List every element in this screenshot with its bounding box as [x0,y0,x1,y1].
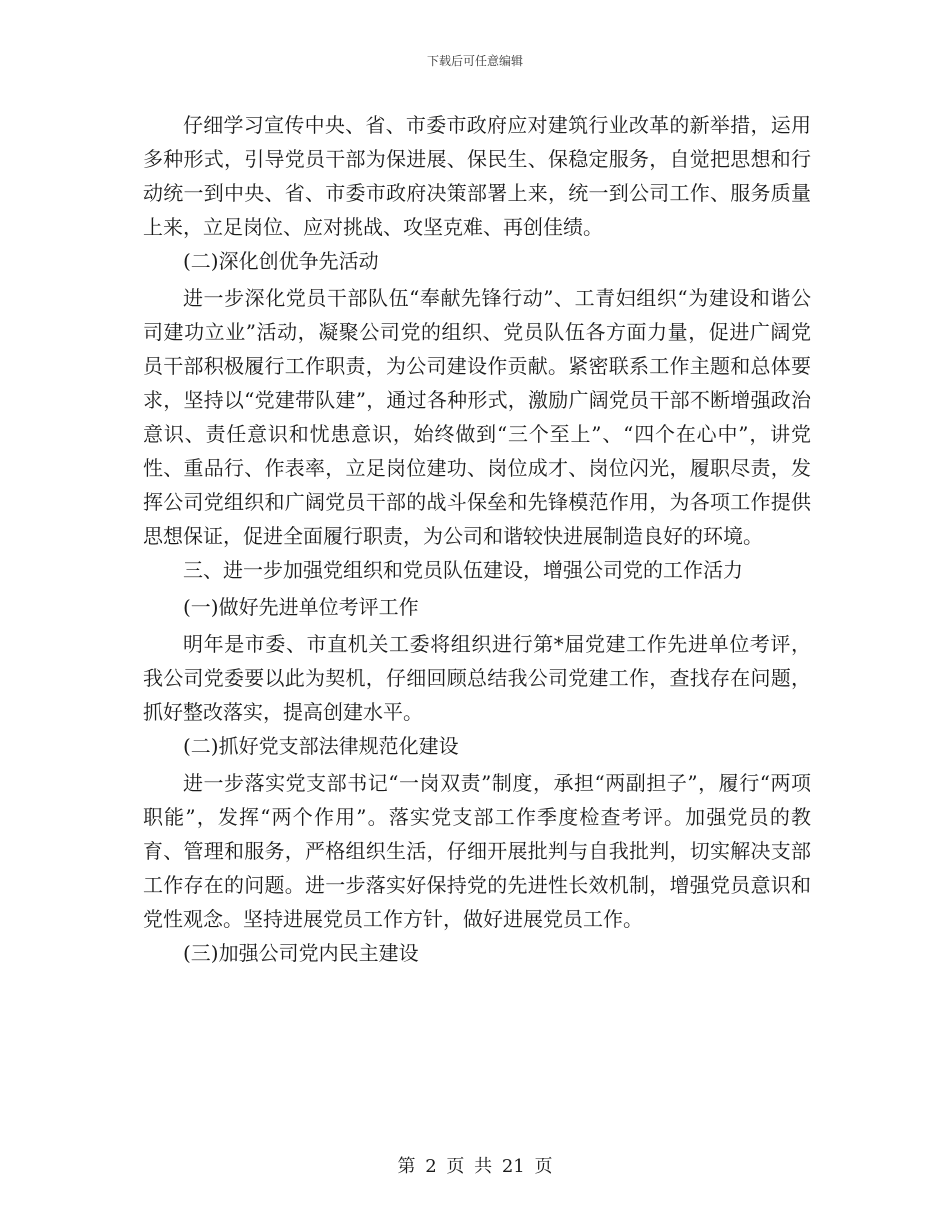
section-heading: (二)抓好党支部法律规范化建设 [183,734,459,758]
section-heading: (二)深化创优争先活动 [183,249,379,273]
section-heading: (三)加强公司党内民主建设 [183,941,419,965]
paragraph: 进一步深化党员干部队伍“奉献先锋行动”、工青妇组织“为建设和谐公司建功立业”活动，凝聚公司党的组织、党员队伍各方面力量，促进广阔党员干部积极履行工作职责，为公司建设作贡献。紧密联系工作主题和总体要求，坚持以“党建带队建”，通过各种形式，激励广阔党员干部不断增强政治意识、责任意识和忧患意识，始终做到“三个至上”、“四个在心中”，讲党性、重品行、作表率，立足岗位建功、岗位成才、岗位闪光，履职尽责，发挥公司党组织和广阔党员干部的战斗保垒和先锋模范作用，为各项工作提供思想保证，促进全面履行职责，为公司和谐较快进展制造良好的环境。 [143,286,811,548]
paragraph: 进一步落实党支部书记“一岗双责”制度，承担“两副担子”，履行“两项职能”，发挥“两个作用”。落实党支部工作季度检查考评。加强党员的教育、管理和服务，严格组织生活，仔细开展批判与自我批判，切实解决支部工作存在的问题。进一步落实好保持党的先进性长效机制，增强党员意识和党性观念。坚持进展党员工作方针，做好进展党员工作。 [143,771,811,931]
document-body [143,108,811,973]
section-heading: 三、进一步加强党组织和党员队伍建设，增强公司党的工作活力 [183,558,743,582]
page-header-note: 下载后可任意编辑 [426,54,523,68]
paragraph: 仔细学习宣传中央、省、市委市政府应对建筑行业改革的新举措，运用多种形式，引导党员干部为保进展、保民生、保稳定服务，自觉把思想和行动统一到中央、省、市委市政府决策部署上来，统一到公司工作、服务质量上来，立足岗位、应对挑战、攻坚克难、再创佳绩。 [143,113,811,239]
paragraph: 明年是市委、市直机关工委将组织进行第*届党建工作先进单位考评，我公司党委要以此为契机，仔细回顾总结我公司党建工作，查找存在问题，抓好整改落实，提高创建水平。 [143,632,811,724]
page-number: 第 2 页 共 21 页 [397,1156,553,1177]
section-heading: (一)做好先进单位考评工作 [183,595,419,619]
